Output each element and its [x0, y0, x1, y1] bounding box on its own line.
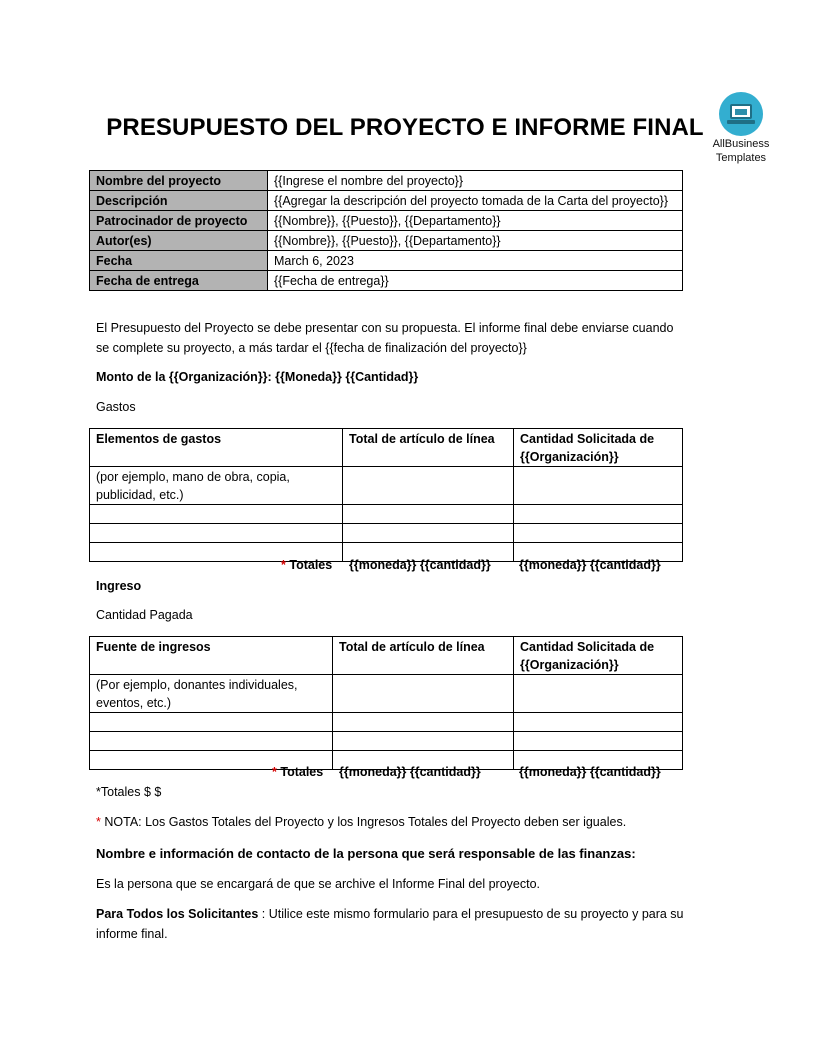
allbusiness-logo: [704, 92, 778, 164]
line-total-cell[interactable]: [343, 505, 514, 524]
laptop-icon: [719, 92, 763, 136]
income-subsection-title: Cantidad Pagada: [96, 608, 193, 622]
info-label: Patrocinador de proyecto: [90, 211, 268, 231]
required-star: *: [272, 765, 277, 779]
expenses-total-line: {{moneda}} {{cantidad}}: [349, 558, 491, 572]
column-header: Total de artículo de línea: [343, 429, 514, 467]
info-row: [90, 191, 683, 211]
info-value[interactable]: {{Fecha de entrega}}: [268, 271, 683, 291]
amount-label: Monto de la {{Organización}}: {{Moneda}} {{Cantidad}}: [96, 370, 419, 384]
totals-dollars: *Totales $ $: [96, 785, 162, 799]
totals-text: Totales: [289, 558, 333, 572]
totals-text: Totales: [280, 765, 324, 779]
info-value[interactable]: {{Nombre}}, {{Puesto}}, {{Departamento}}: [268, 231, 683, 251]
info-value[interactable]: {{Agregar la descripción del proyecto tomada de la Carta del proyecto}}: [268, 191, 683, 211]
info-label: Nombre del proyecto: [90, 171, 268, 191]
requested-amount-cell[interactable]: [514, 713, 683, 732]
info-row: [90, 211, 683, 231]
requested-amount-cell[interactable]: [514, 524, 683, 543]
contact-text: Es la persona que se encargará de que se archive el Informe Final del proyecto.: [96, 877, 541, 891]
line-total-cell[interactable]: [343, 467, 514, 505]
info-row: [90, 251, 683, 271]
page-title: PRESUPUESTO DEL PROYECTO E INFORME FINAL: [106, 114, 704, 141]
income-source-cell[interactable]: [90, 713, 333, 732]
applicants-line-1: [96, 905, 684, 924]
note-text: NOTA: Los Gastos Totales del Proyecto y los Ingresos Totales del Proyecto deben ser iguales.: [104, 815, 627, 829]
income-source-cell[interactable]: [90, 732, 333, 751]
required-star: *: [96, 815, 101, 829]
applicants-text: : Utilice este mismo formulario para el presupuesto de su proyecto y para su: [258, 907, 684, 921]
info-label: Fecha: [90, 251, 268, 271]
info-row: [90, 271, 683, 291]
info-row: [90, 171, 683, 191]
info-label: Autor(es): [90, 231, 268, 251]
info-value[interactable]: March 6, 2023: [268, 251, 683, 271]
column-header: Fuente de ingresos: [90, 637, 333, 675]
expenses-table: [89, 428, 683, 562]
requested-amount-cell[interactable]: [514, 505, 683, 524]
table-row: [90, 675, 683, 713]
column-header: Elementos de gastos: [90, 429, 343, 467]
column-header: Cantidad Solicitada de {{Organización}}: [514, 637, 683, 675]
intro-line-2: se complete su proyecto, a más tardar el {{fecha de finalización del proyecto}}: [96, 341, 527, 355]
logo-line-2: Templates: [715, 152, 767, 164]
line-total-cell[interactable]: [343, 524, 514, 543]
note: [96, 813, 626, 832]
income-section-title: Ingreso: [96, 579, 142, 593]
line-total-cell[interactable]: [333, 675, 514, 713]
expense-item-cell[interactable]: [90, 505, 343, 524]
requested-amount-cell[interactable]: [514, 732, 683, 751]
table-header-row: [90, 637, 683, 675]
table-row: [90, 732, 683, 751]
income-total-line: {{moneda}} {{cantidad}}: [339, 765, 481, 779]
income-total-requested: {{moneda}} {{cantidad}}: [519, 765, 661, 779]
table-row: [90, 467, 683, 505]
applicants-label: Para Todos los Solicitantes: [96, 907, 259, 921]
requested-amount-cell[interactable]: [514, 467, 683, 505]
table-row: [90, 713, 683, 732]
table-header-row: [90, 429, 683, 467]
income-source-cell[interactable]: (Por ejemplo, donantes individuales, eventos, etc.): [90, 675, 333, 713]
income-table: [89, 636, 683, 770]
income-totals-label: [272, 765, 323, 779]
expense-item-cell[interactable]: (por ejemplo, mano de obra, copia, publicidad, etc.): [90, 467, 343, 505]
info-label: Fecha de entrega: [90, 271, 268, 291]
expense-item-cell[interactable]: [90, 524, 343, 543]
requested-amount-cell[interactable]: [514, 675, 683, 713]
info-row: [90, 231, 683, 251]
applicants-line-2: informe final.: [96, 927, 168, 941]
contact-heading: Nombre e información de contacto de la persona que será responsable de las finanzas:: [96, 846, 636, 861]
column-header: Cantidad Solicitada de {{Organización}}: [514, 429, 683, 467]
expenses-total-requested: {{moneda}} {{cantidad}}: [519, 558, 661, 572]
column-header: Total de artículo de línea: [333, 637, 514, 675]
info-label: Descripción: [90, 191, 268, 211]
table-row: [90, 524, 683, 543]
required-star: *: [281, 558, 286, 572]
logo-line-1: AllBusiness: [712, 138, 770, 150]
line-total-cell[interactable]: [333, 713, 514, 732]
expenses-totals-label: [281, 558, 332, 572]
line-total-cell[interactable]: [333, 732, 514, 751]
info-value[interactable]: {{Ingrese el nombre del proyecto}}: [268, 171, 683, 191]
intro-line-1: El Presupuesto del Proyecto se debe presentar con su propuesta. El informe final debe enviarse cuando: [96, 321, 674, 335]
expenses-section-title: Gastos: [96, 400, 136, 414]
table-row: [90, 505, 683, 524]
info-value[interactable]: {{Nombre}}, {{Puesto}}, {{Departamento}}: [268, 211, 683, 231]
project-info-table: [89, 170, 683, 291]
